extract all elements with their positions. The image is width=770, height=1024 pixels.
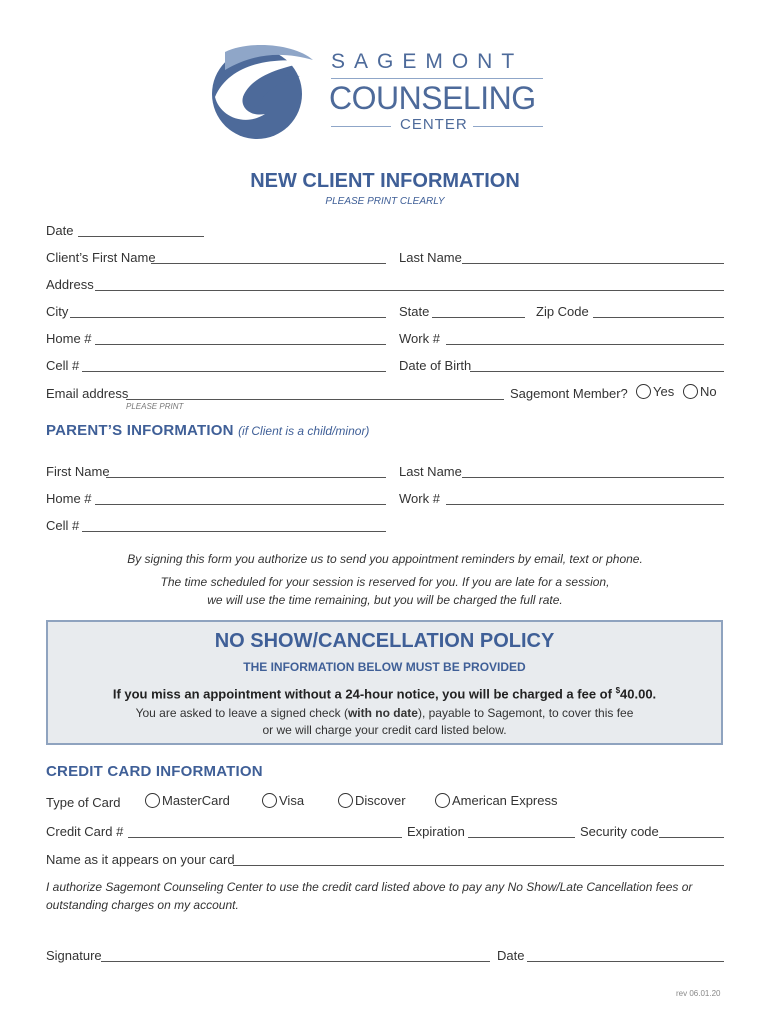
amex-label: American Express	[452, 793, 558, 808]
security-code-label: Security code	[580, 824, 659, 839]
work-phone-field[interactable]	[446, 344, 724, 345]
first-name-label: Client’s First Name	[46, 250, 156, 265]
expiration-label: Expiration	[407, 824, 465, 839]
logo-line3: CENTER	[400, 116, 468, 133]
form-subtitle: PLEASE PRINT CLEARLY	[325, 196, 445, 207]
zip-field[interactable]	[593, 317, 724, 318]
state-label: State	[399, 304, 430, 319]
parent-heading-note: (if Client is a child/minor)	[238, 424, 370, 438]
email-label: Email address	[46, 386, 129, 401]
member-no-label: No	[700, 384, 717, 399]
member-no-radio[interactable]	[683, 384, 698, 399]
dob-label: Date of Birth	[399, 358, 472, 373]
parent-home-field[interactable]	[95, 504, 386, 505]
parent-cell-field[interactable]	[82, 531, 386, 532]
mastercard-label: MasterCard	[162, 793, 230, 808]
parent-cell-label: Cell #	[46, 518, 80, 533]
cell-label: Cell #	[46, 358, 80, 373]
parent-first-name-label: First Name	[46, 464, 110, 479]
mastercard-radio[interactable]	[145, 793, 160, 808]
date-field[interactable]	[78, 236, 204, 237]
visa-label: Visa	[279, 793, 305, 808]
policy-fee-text: If you miss an appointment without a 24-hour notice, you will be charged a fee of	[112, 686, 616, 702]
city-field[interactable]	[70, 317, 386, 318]
notice-line-2: The time scheduled for your session is reserved for you. If you are late for a session,	[160, 575, 610, 589]
card-type-mastercard[interactable]	[145, 793, 230, 808]
member-no-option[interactable]	[683, 384, 717, 399]
expiration-field[interactable]	[468, 837, 575, 838]
signature-date-field[interactable]	[527, 961, 724, 962]
policy-card-line: or we will charge your credit card listed below.	[262, 723, 507, 737]
logo-rule-right	[473, 126, 543, 127]
parent-work-label: Work #	[399, 491, 440, 506]
policy-check-bold: with no date	[347, 706, 418, 720]
card-type-visa[interactable]	[262, 793, 304, 808]
logo-swoosh-icon	[205, 42, 315, 142]
parent-home-label: Home #	[46, 491, 92, 506]
card-number-field[interactable]	[128, 837, 402, 838]
card-type-label: Type of Card	[46, 795, 121, 810]
address-field[interactable]	[95, 290, 724, 291]
city-label: City	[46, 304, 69, 319]
visa-radio[interactable]	[262, 793, 277, 808]
signature-label: Signature	[46, 948, 102, 963]
card-type-discover[interactable]	[338, 793, 406, 808]
work-phone-label: Work #	[399, 331, 440, 346]
card-number-label: Credit Card #	[46, 824, 124, 839]
cell-field[interactable]	[82, 371, 386, 372]
policy-title: NO SHOW/CANCELLATION POLICY	[214, 630, 555, 652]
member-yes-label: Yes	[653, 384, 675, 399]
last-name-label: Last Name	[399, 250, 462, 265]
address-label: Address	[46, 277, 94, 292]
notice-line-3: we will use the time remaining, but you will be charged the full rate.	[207, 593, 563, 607]
form-title: NEW CLIENT INFORMATION	[250, 170, 520, 192]
authorize-line-1: I authorize Sagemont Counseling Center to use the credit card listed above to pay any No Show/Late Cancellation fees or	[46, 880, 693, 894]
policy-check-text-b: ), payable to Sagemont, to cover this fee	[417, 706, 634, 720]
date-label: Date	[46, 223, 74, 238]
email-hint: PLEASE PRINT	[126, 402, 184, 411]
notice-line-1: By signing this form you authorize us to send you appointment reminders by email, text or phone.	[127, 552, 643, 566]
signature-date-label: Date	[497, 948, 525, 963]
policy-fee-line	[48, 686, 721, 701]
card-name-field[interactable]	[233, 865, 724, 866]
card-type-amex[interactable]	[435, 793, 557, 808]
credit-heading: CREDIT CARD INFORMATION	[46, 763, 263, 780]
logo-rule	[331, 78, 543, 79]
last-name-field[interactable]	[462, 263, 724, 264]
security-code-field[interactable]	[659, 837, 724, 838]
discover-label: Discover	[355, 793, 406, 808]
home-phone-field[interactable]	[95, 344, 386, 345]
logo-rule-left	[331, 126, 391, 127]
state-field[interactable]	[432, 317, 525, 318]
policy-check-line	[48, 706, 721, 720]
policy-check-text-a: You are asked to leave a signed check (	[135, 706, 348, 720]
member-yes-radio[interactable]	[636, 384, 651, 399]
parent-heading-text: PARENT’S INFORMATION	[46, 422, 234, 439]
home-phone-label: Home #	[46, 331, 92, 346]
dob-field[interactable]	[470, 371, 724, 372]
discover-radio[interactable]	[338, 793, 353, 808]
parent-last-name-field[interactable]	[462, 477, 724, 478]
amex-radio[interactable]	[435, 793, 450, 808]
parent-last-name-label: Last Name	[399, 464, 462, 479]
policy-box	[46, 620, 723, 745]
policy-fee-currency: $	[615, 686, 621, 695]
parent-work-field[interactable]	[446, 504, 724, 505]
revision-label: rev 06.01.20	[676, 989, 721, 998]
parent-heading	[46, 422, 369, 440]
logo-line1: SAGEMONT	[331, 50, 524, 73]
first-name-field[interactable]	[151, 263, 386, 264]
logo-line2: COUNSELING	[329, 80, 536, 116]
card-name-label: Name as it appears on your card	[46, 852, 235, 867]
policy-fee-amount: 40.00.	[620, 686, 657, 702]
member-yes-option[interactable]	[636, 384, 674, 399]
policy-subtitle: THE INFORMATION BELOW MUST BE PROVIDED	[243, 660, 526, 674]
authorize-line-2: outstanding charges on my account.	[46, 898, 239, 912]
logo	[205, 42, 545, 142]
signature-field[interactable]	[101, 961, 490, 962]
member-question: Sagemont Member?	[510, 386, 628, 401]
zip-label: Zip Code	[536, 304, 589, 319]
email-field[interactable]	[126, 399, 504, 400]
parent-first-name-field[interactable]	[106, 477, 386, 478]
